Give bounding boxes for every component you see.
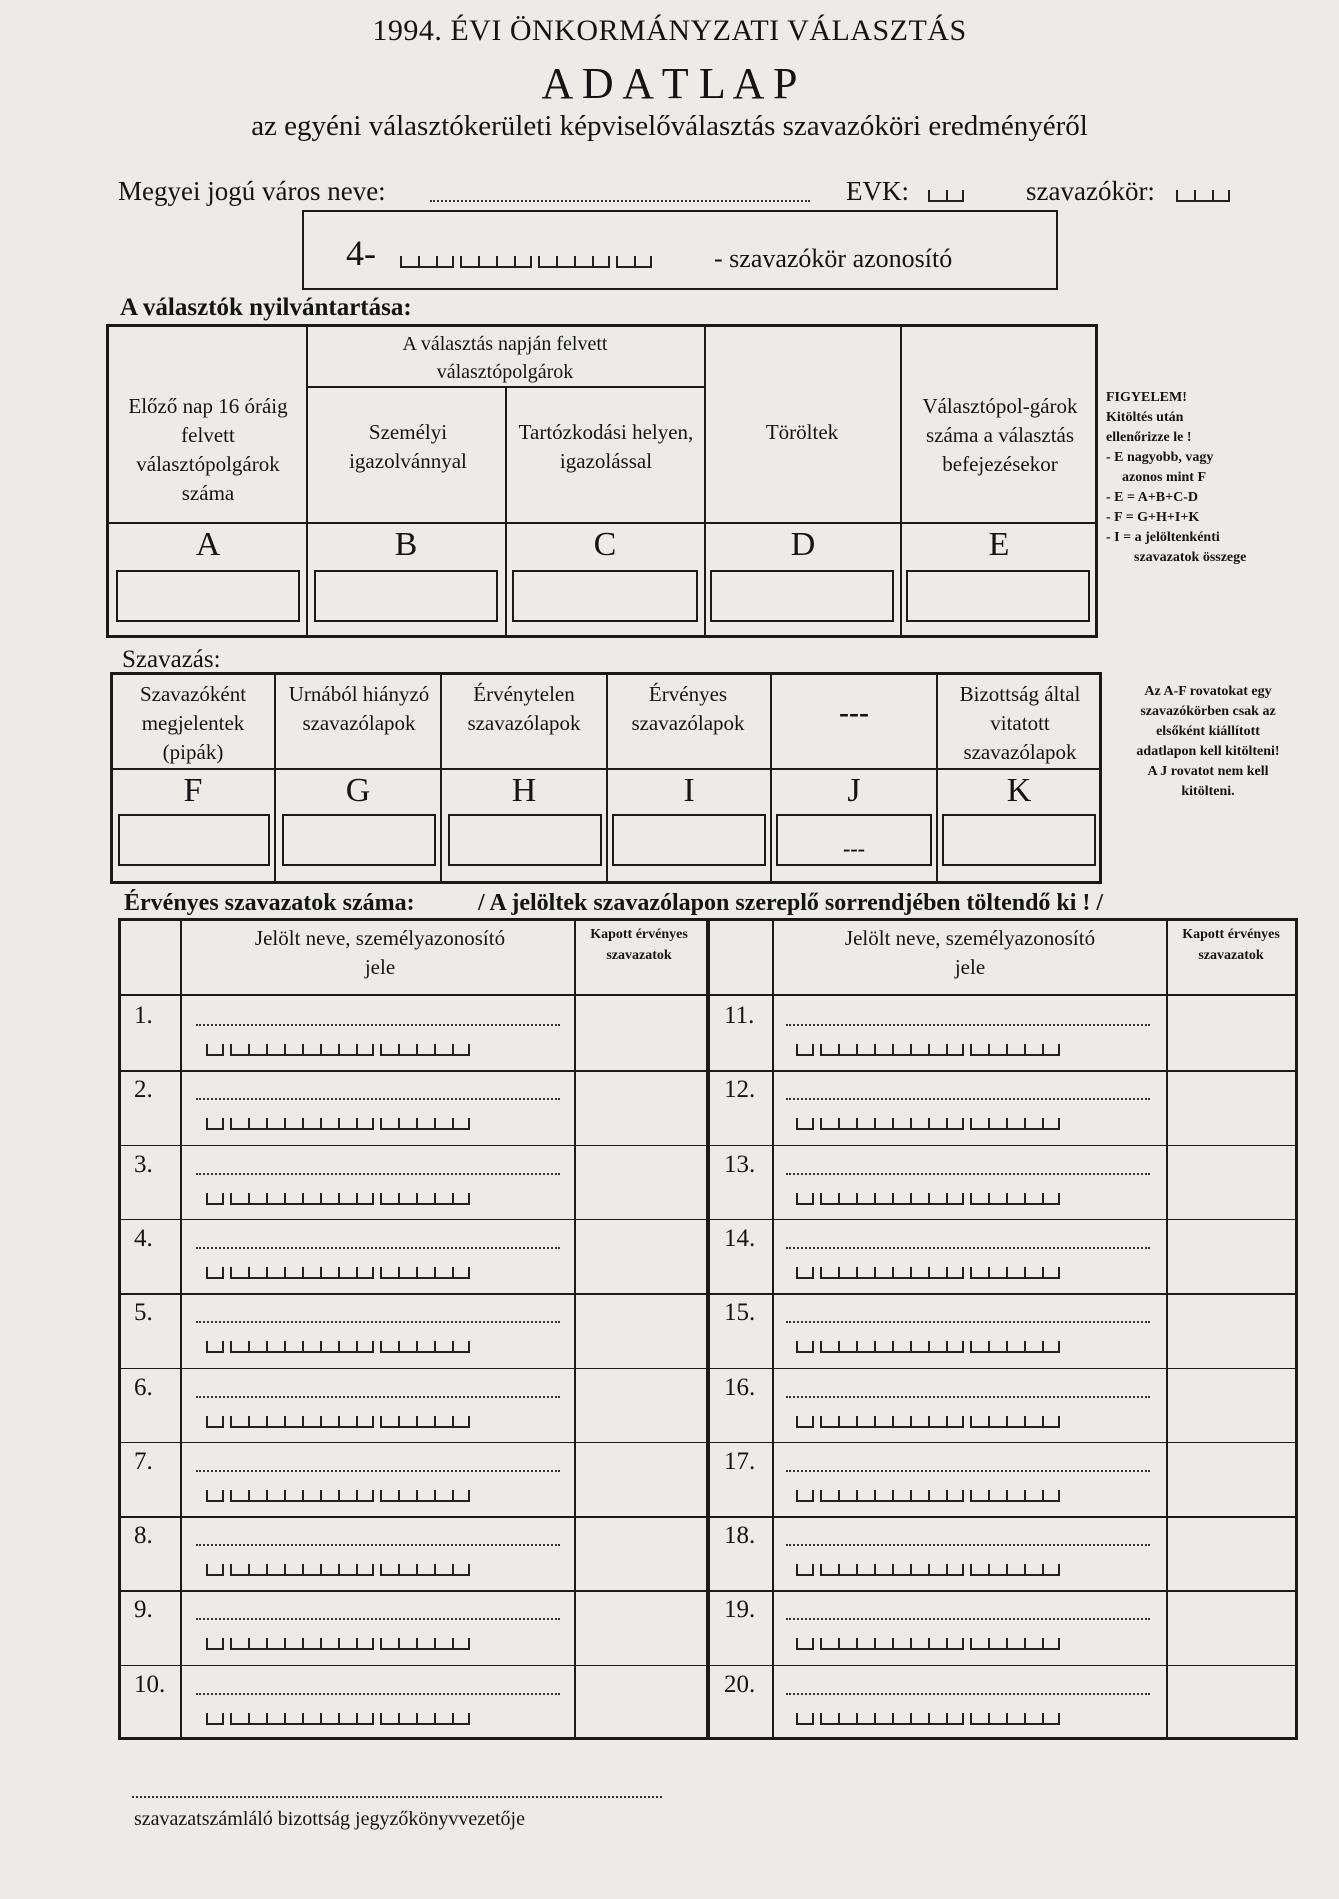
signature-label: szavazatszámláló bizottság jegyzőkönyvvezetője: [134, 1808, 525, 1830]
registry-group-header: A választás napján felvett választópolgárok: [402, 333, 608, 383]
votes-section-note: / A jelöltek szavazólapon szereplő sorrendjében töltendő ki ! /: [478, 890, 1104, 916]
votes-count-header-left: Kapott érvényes szavazatok: [590, 927, 688, 963]
candidate-name-field[interactable]: [786, 1618, 1150, 1620]
candidate-name-field[interactable]: [786, 1247, 1150, 1249]
voting-input-f[interactable]: [118, 814, 270, 866]
candidate-name-field[interactable]: [196, 1618, 560, 1620]
szavazokor-label: szavazókör:: [1026, 176, 1155, 206]
candidate-row-number: 10.: [134, 1670, 166, 1698]
candidate-row-number: 17.: [724, 1447, 756, 1475]
candidate-row-number: 20.: [724, 1670, 756, 1698]
candidate-id-field[interactable]: [206, 1193, 470, 1205]
candidate-name-field[interactable]: [786, 1321, 1150, 1323]
candidate-row-number: 14.: [724, 1224, 756, 1252]
candidate-id-field[interactable]: [796, 1490, 1060, 1502]
registry-section-title: A választók nyilvántartása:: [120, 294, 412, 321]
voting-letter-k: K: [1006, 772, 1032, 809]
signature-line[interactable]: [132, 1796, 662, 1798]
candidate-name-field[interactable]: [786, 1396, 1150, 1398]
voting-note: Az A-F rovatokat egy szavazókörben csak az elsőként kiállított adatlapon kell kitölteni! A J rovatot nem kell kitölteni.: [1136, 684, 1280, 799]
candidate-votes-cell[interactable]: [1168, 1592, 1294, 1662]
candidate-votes-cell[interactable]: [1168, 998, 1294, 1068]
form-title-main: A D A T L A P: [541, 59, 798, 108]
candidate-id-field[interactable]: [796, 1118, 1060, 1130]
registry-letter-b: B: [394, 526, 418, 563]
candidate-votes-cell[interactable]: [578, 1444, 704, 1514]
candidate-votes-cell[interactable]: [578, 1072, 704, 1142]
candidate-id-field[interactable]: [206, 1638, 470, 1650]
registry-input-a[interactable]: [116, 570, 300, 622]
candidate-votes-cell[interactable]: [578, 1667, 704, 1737]
registry-col-d-header: Töröltek: [765, 420, 839, 444]
candidate-row-number: 12.: [724, 1076, 756, 1104]
candidate-id-field[interactable]: [796, 1267, 1060, 1279]
candidate-row-number: 19.: [724, 1596, 756, 1624]
voting-input-i[interactable]: [612, 814, 766, 866]
candidate-name-field[interactable]: [786, 1098, 1150, 1100]
voting-col-j-header: ---: [839, 696, 869, 729]
candidate-name-field[interactable]: [196, 1396, 560, 1398]
votes-count-header-right: Kapott érvényes szavazatok: [1182, 927, 1280, 963]
registry-input-d[interactable]: [710, 570, 894, 622]
candidate-id-field[interactable]: [796, 1713, 1060, 1725]
candidate-votes-cell[interactable]: [578, 998, 704, 1068]
registry-col-c-header: Tartózkodási helyen, igazolással: [518, 420, 694, 473]
form-title-top: 1994. ÉVI ÖNKORMÁNYZATI VÁLASZTÁS: [372, 14, 967, 47]
candidate-name-field[interactable]: [196, 1247, 560, 1249]
candidate-id-field[interactable]: [206, 1341, 470, 1353]
voting-col-h-header: Érvénytelen szavazólapok: [467, 682, 581, 735]
candidate-row-number: 15.: [724, 1299, 756, 1327]
candidate-name-field[interactable]: [196, 1098, 560, 1100]
candidate-id-field[interactable]: [796, 1044, 1060, 1056]
candidate-row-number: 8.: [134, 1522, 153, 1550]
candidate-row-number: 1.: [134, 1002, 153, 1029]
candidate-row-number: 2.: [134, 1076, 153, 1104]
registry-col-a-header: Előző nap 16 óráig felvett választópolgárok száma: [128, 394, 288, 505]
candidate-id-field[interactable]: [206, 1490, 470, 1502]
registry-col-e-header: Választópol-gárok száma a választás befejezésekor: [922, 394, 1078, 476]
candidate-name-field[interactable]: [196, 1693, 560, 1695]
candidate-name-field[interactable]: [786, 1024, 1150, 1026]
candidate-name-field[interactable]: [786, 1544, 1150, 1546]
voting-letter-g: G: [345, 772, 371, 809]
candidate-votes-cell[interactable]: [578, 1592, 704, 1662]
candidate-id-field[interactable]: [206, 1118, 470, 1130]
candidate-votes-cell[interactable]: [1168, 1147, 1294, 1217]
candidate-votes-cell[interactable]: [578, 1295, 704, 1365]
candidate-name-field[interactable]: [196, 1173, 560, 1175]
evk-field[interactable]: [928, 190, 964, 202]
registry-input-c[interactable]: [512, 570, 698, 622]
voting-section-title: Szavazás:: [122, 646, 221, 673]
candidate-name-field[interactable]: [786, 1173, 1150, 1175]
form-subtitle: az egyéni választókerületi képviselőválasztás szavazóköri eredményéről: [251, 110, 1088, 142]
candidate-votes-cell[interactable]: [1168, 1295, 1294, 1365]
votes-name-header-left: Jelölt neve, személyazonosító jele: [254, 926, 506, 979]
candidate-id-field[interactable]: [796, 1193, 1060, 1205]
voting-col-f-header: Szavazóként megjelentek (pipák): [139, 682, 247, 764]
candidate-name-field[interactable]: [196, 1470, 560, 1472]
city-name-label: Megyei jogú város neve:: [118, 176, 386, 206]
candidate-name-field[interactable]: [786, 1693, 1150, 1695]
registry-note: FIGYELEM! Kitöltés után ellenőrizze le ! - E nagyobb, vagy azonos mint F - E = A+B+C-D - F = G+H+I+K - I = a jelöltenkénti szavazatok összege: [1106, 390, 1247, 565]
registry-input-e[interactable]: [906, 570, 1090, 622]
voting-col-g-header: Urnából hiányzó szavazólapok: [288, 682, 430, 735]
candidate-id-field[interactable]: [206, 1416, 470, 1428]
szavazokor-field[interactable]: [1176, 190, 1230, 202]
voting-letter-j: J: [847, 772, 861, 809]
candidate-row-number: 11.: [724, 1002, 755, 1029]
candidate-name-field[interactable]: [196, 1321, 560, 1323]
registry-letter-c: C: [593, 526, 617, 563]
registry-col-b-header: Személyi igazolvánnyal: [349, 420, 467, 473]
candidate-votes-cell[interactable]: [578, 1518, 704, 1588]
station-id-field[interactable]: [400, 256, 652, 268]
candidate-row-number: 5.: [134, 1299, 153, 1327]
candidate-votes-cell[interactable]: [578, 1221, 704, 1291]
candidate-votes-cell[interactable]: [1168, 1667, 1294, 1737]
voting-letter-i: I: [683, 772, 695, 809]
candidate-row-number: 4.: [134, 1224, 153, 1252]
candidate-id-field[interactable]: [796, 1564, 1060, 1576]
voting-col-i-header: Érvényes szavazólapok: [631, 682, 745, 735]
candidate-row-number: 9.: [134, 1596, 153, 1624]
candidate-row-number: 16.: [724, 1373, 756, 1401]
voting-letter-f: F: [183, 772, 203, 809]
candidate-votes-cell[interactable]: [1168, 1221, 1294, 1291]
registry-input-b[interactable]: [314, 570, 498, 622]
voting-j-dashes: ---: [843, 836, 865, 861]
registry-letter-e: E: [988, 526, 1010, 563]
voting-input-g[interactable]: [282, 814, 436, 866]
candidate-id-field[interactable]: [796, 1341, 1060, 1353]
candidate-row-number: 6.: [134, 1373, 153, 1401]
city-name-field[interactable]: [430, 200, 810, 202]
registry-letter-d: D: [790, 526, 816, 563]
candidate-row-number: 13.: [724, 1150, 756, 1178]
candidate-votes-cell[interactable]: [578, 1147, 704, 1217]
votes-name-header-right: Jelölt neve, személyazonosító jele: [844, 926, 1096, 979]
station-id-suffix: - szavazókör azonosító: [714, 244, 953, 273]
candidate-votes-cell[interactable]: [1168, 1370, 1294, 1440]
candidate-name-field[interactable]: [786, 1470, 1150, 1472]
evk-label: EVK:: [846, 176, 909, 206]
candidate-name-field[interactable]: [196, 1544, 560, 1546]
candidate-id-field[interactable]: [796, 1416, 1060, 1428]
candidate-votes-cell[interactable]: [578, 1370, 704, 1440]
candidate-id-field[interactable]: [206, 1044, 470, 1056]
candidate-row-number: 7.: [134, 1447, 153, 1475]
candidate-name-field[interactable]: [196, 1024, 560, 1026]
registry-letter-a: A: [195, 526, 221, 563]
candidate-row-number: 3.: [134, 1150, 153, 1178]
candidate-votes-cell[interactable]: [1168, 1072, 1294, 1142]
candidate-id-field[interactable]: [206, 1267, 470, 1279]
candidate-id-field[interactable]: [796, 1638, 1060, 1650]
voting-letter-h: H: [511, 772, 537, 809]
station-id-prefix: 4-: [346, 233, 376, 273]
votes-section-title: Érvényes szavazatok száma:: [124, 890, 415, 916]
voting-input-k[interactable]: [942, 814, 1096, 866]
candidate-id-field[interactable]: [206, 1713, 470, 1725]
voting-col-k-header: Bizottság által vitatott szavazólapok: [959, 682, 1081, 764]
candidate-votes-cell[interactable]: [1168, 1444, 1294, 1514]
candidate-row-number: 18.: [724, 1522, 756, 1550]
candidate-votes-cell[interactable]: [1168, 1518, 1294, 1588]
candidate-id-field[interactable]: [206, 1564, 470, 1576]
voting-input-h[interactable]: [448, 814, 602, 866]
